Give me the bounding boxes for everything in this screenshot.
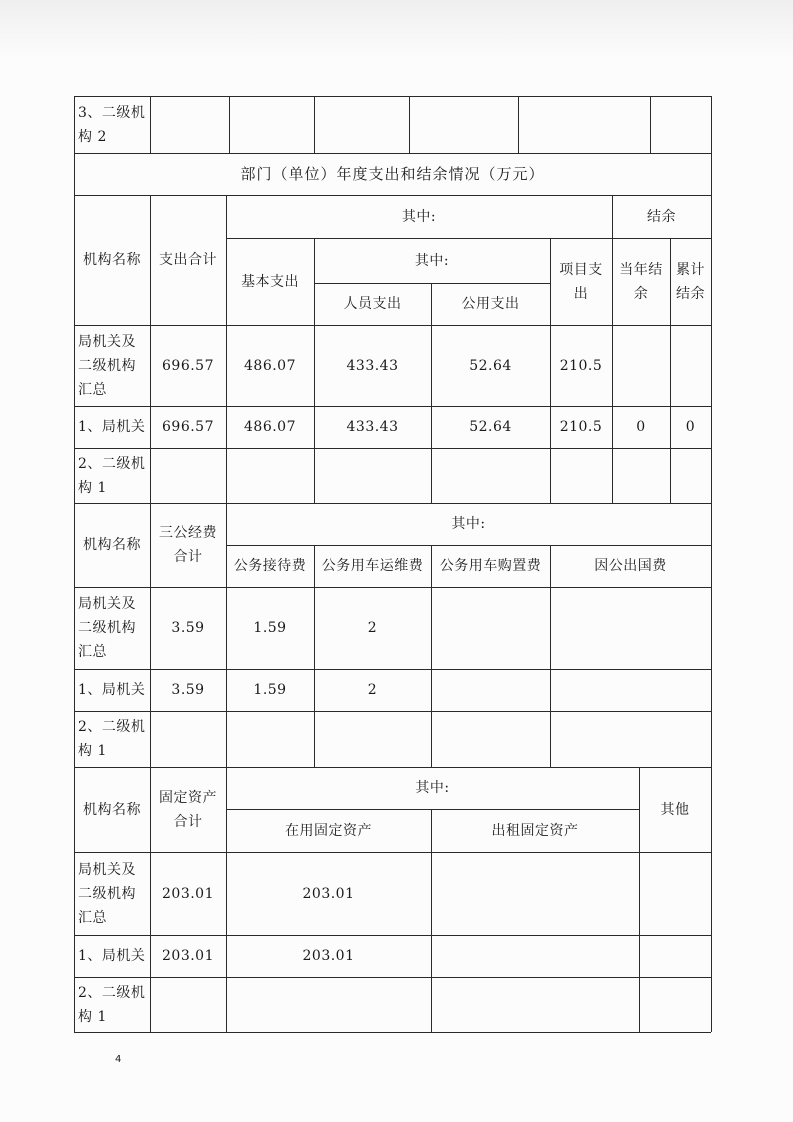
table-row-name: 2、二级机 构 1	[78, 719, 146, 759]
header-abroad: 因公出国费	[594, 558, 667, 574]
section1-row-name: 3、二级机 构 2	[78, 104, 146, 145]
header-org-name: 机构名称	[83, 801, 141, 818]
header-rented-assets: 出租固定资产	[491, 822, 579, 839]
cell-total: 696.57	[162, 357, 214, 374]
header-other: 其他	[660, 801, 690, 818]
header-cumulative-balance: 累计 结余	[676, 261, 705, 302]
header-of-which-basic: 其中:	[414, 252, 450, 269]
cell-reception: 1.59	[253, 682, 287, 698]
header-of-which: 其中:	[401, 208, 437, 225]
header-of-which: 其中:	[451, 516, 486, 532]
cell-personnel: 433.43	[346, 419, 399, 435]
cell-personnel: 433.43	[346, 357, 399, 374]
cell-vehicle-operation: 2	[367, 620, 378, 636]
table-row-name: 1、局机关	[78, 682, 146, 698]
cell-vehicle-operation: 2	[367, 682, 378, 698]
cell-in-use: 203.01	[302, 885, 355, 902]
header-vehicle-operation: 公务用车运维费	[321, 558, 424, 574]
table-row-name: 1、局机关	[78, 948, 146, 964]
cell-total: 203.01	[162, 885, 214, 902]
cell-year-balance	[612, 325, 670, 406]
cell-total: 3.59	[171, 682, 205, 698]
header-fixed-assets-total: 固定资产 合计	[159, 789, 217, 830]
header-project-expenditure: 项目支 出	[559, 261, 603, 302]
header-public: 公用支出	[461, 296, 520, 312]
header-in-use-assets: 在用固定资产	[285, 822, 372, 839]
table-row-name: 局机关及 二级机构 汇总	[78, 596, 136, 660]
table-row-name: 局机关及 二级机构 汇总	[78, 333, 136, 398]
header-org-name: 机构名称	[83, 252, 141, 268]
cell-public: 52.64	[469, 357, 512, 374]
cell-basic: 486.07	[244, 357, 296, 374]
header-vehicle-purchase: 公务用车购置费	[439, 558, 542, 574]
expenditure-title: 部门（单位）年度支出和结余情况（万元）	[240, 165, 545, 183]
cell-project: 210.5	[559, 357, 603, 374]
cell-total: 696.57	[162, 419, 214, 435]
cell-public: 52.64	[469, 419, 512, 435]
header-personnel: 人员支出	[343, 296, 402, 312]
table-row-name: 局机关及 二级机构 汇总	[78, 861, 136, 926]
cell-reception: 1.59	[253, 620, 287, 636]
cell-in-use: 203.01	[302, 948, 355, 964]
cell-basic: 486.07	[244, 419, 296, 435]
table-row-name: 2、二级机 构 1	[78, 455, 146, 496]
header-of-which: 其中:	[415, 780, 450, 796]
cell-cum-balance: 0	[685, 419, 696, 435]
page-number: 4	[115, 1054, 122, 1065]
cell-cum-balance	[670, 325, 711, 406]
header-reception: 公务接待费	[233, 558, 307, 574]
header-balance: 结余	[647, 208, 676, 225]
header-three-public-total: 三公经费 合计	[159, 525, 217, 565]
cell-project: 210.5	[559, 419, 603, 435]
header-expenditure-total: 支出合计	[159, 252, 217, 268]
table-row-name: 2、二级机 构 1	[78, 984, 146, 1025]
header-year-balance: 当年结 余	[619, 261, 663, 302]
header-basic-expenditure: 基本支出	[241, 273, 299, 290]
cell-year-balance: 0	[636, 419, 646, 435]
header-org-name: 机构名称	[83, 537, 141, 553]
cell-total: 203.01	[162, 948, 214, 964]
table-row-name: 1、局机关	[78, 419, 146, 435]
cell-total: 3.59	[171, 620, 205, 636]
